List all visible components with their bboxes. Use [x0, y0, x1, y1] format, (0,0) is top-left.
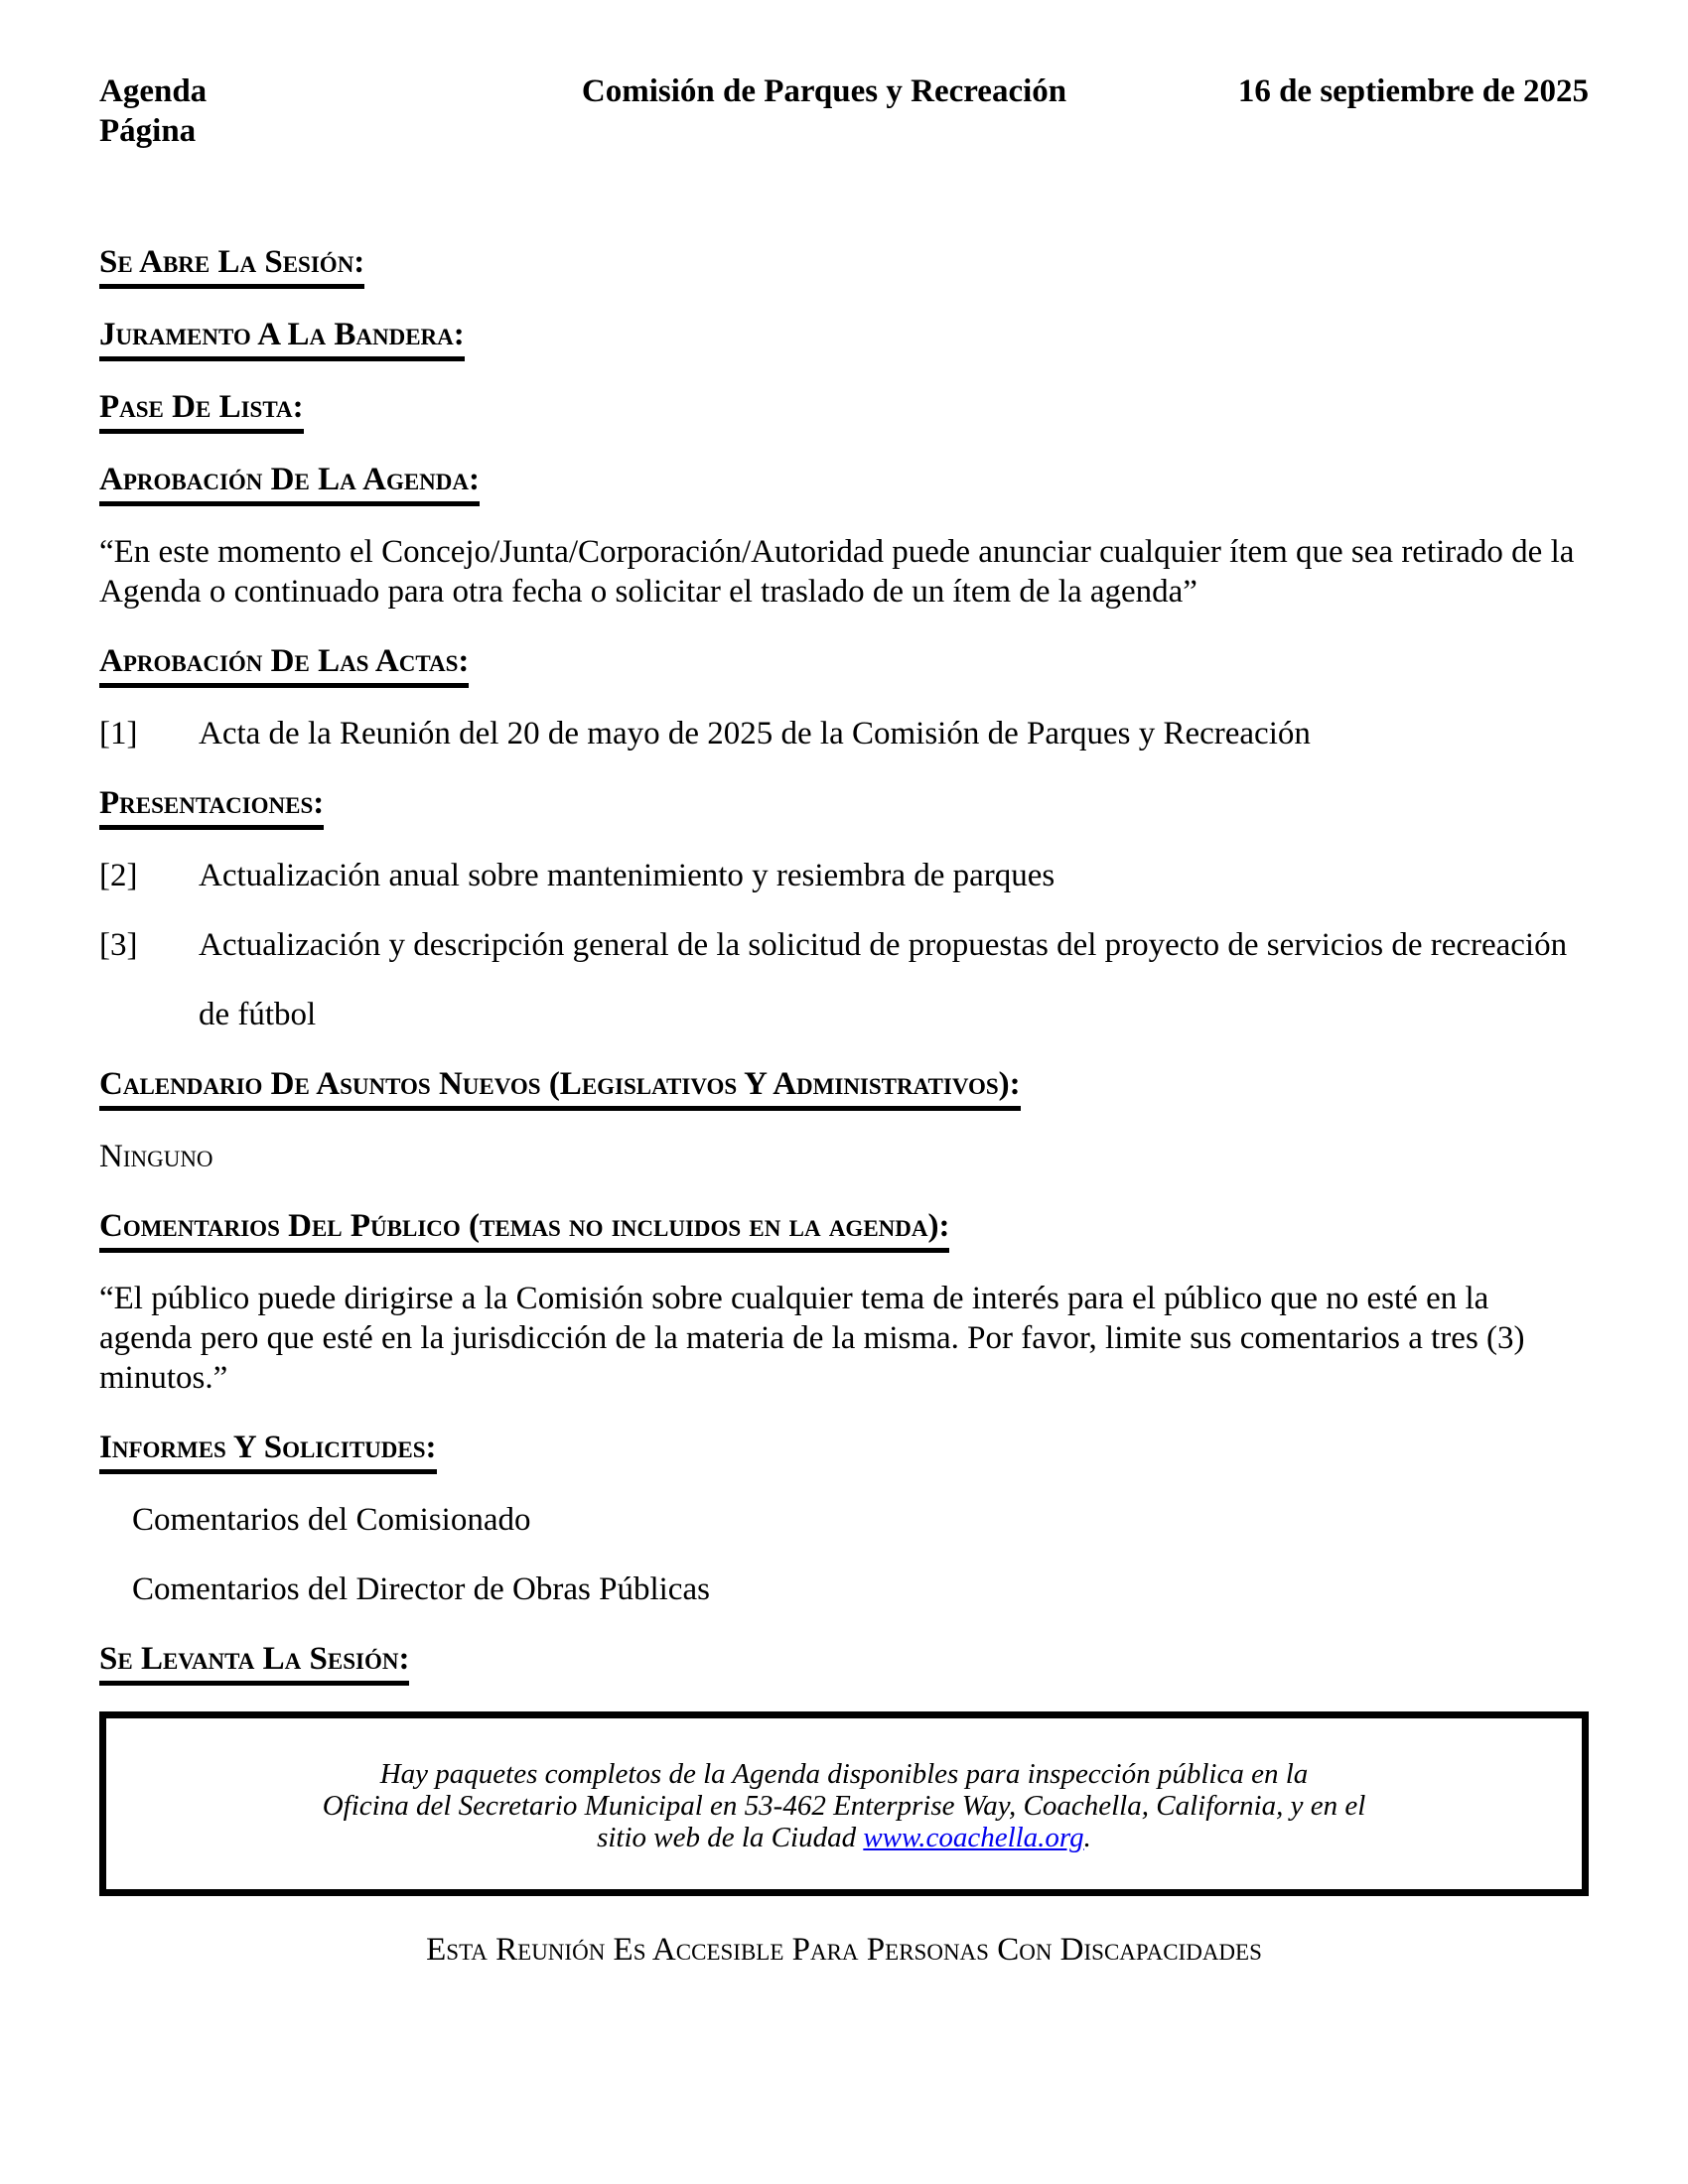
agenda-item-2	[99, 856, 1589, 895]
header-left	[99, 71, 427, 151]
notice-line-1: Hay paquetes completos de la Agenda disponibles para inspección pública en la	[379, 1758, 1309, 1790]
document-header	[99, 71, 1589, 151]
document-title: Comisión de Parques y Recreación	[581, 73, 1067, 109]
item-2-number: [2]	[99, 858, 138, 893]
item-1-number: [1]	[99, 716, 138, 751]
city-website-link[interactable]: www.coachella.org	[863, 1822, 1084, 1853]
item-2-text: Actualización anual sobre mantenimiento y resiembra de parques	[199, 858, 1055, 893]
agenda-availability-notice-box	[99, 1711, 1589, 1896]
heading-adjournment: Se Levanta La Sesión:	[99, 1639, 409, 1686]
heading-new-business-calendar: Calendario De Asuntos Nuevos (Legislativos Y Administrativos):	[99, 1064, 1021, 1111]
heading-roll-call: Pase De Lista:	[99, 387, 304, 434]
notice-line-3-prefix: sitio web de la Ciudad	[597, 1822, 864, 1853]
reports-item-public-works-director-comments: Comentarios del Director de Obras Públicas	[132, 1571, 710, 1607]
agenda-item-1	[99, 714, 1589, 753]
notice-line-3-suffix: .	[1083, 1822, 1091, 1853]
heading-public-comments: Comentarios Del Público (temas no incluidos en la agenda):	[99, 1206, 949, 1253]
heading-agenda-approval: Aprobación De La Agenda:	[99, 460, 480, 506]
item-3-text-line1: Actualización y descripción general de la solicitud de propuestas del proyecto de servicios de recreación	[199, 927, 1568, 963]
heading-call-to-order: Se Abre La Sesión:	[99, 242, 364, 289]
item-3-number: [3]	[99, 927, 138, 963]
new-business-none-label: Ninguno	[99, 1139, 213, 1174]
document-date: 16 de septiembre de 2025	[1237, 73, 1589, 109]
heading-reports-and-requests: Informes Y Solicitudes:	[99, 1428, 437, 1474]
public-comments-note: “El público puede dirigirse a la Comisión sobre cualquier tema de interés para el público que no esté en la agenda pero que esté en la jurisdicción de la materia de la misma. Por favor, limite sus comentarios a tres (3) minutos.”	[99, 1281, 1525, 1396]
agenda-approval-note: “En este momento el Concejo/Junta/Corporación/Autoridad puede anunciar cualquier ítem que sea retirado de la Agenda o continuado para otra fecha o solicitar el traslado de un ítem de la agenda”	[99, 534, 1575, 610]
doc-type-label: Agenda	[99, 73, 208, 109]
agenda-item-3	[99, 925, 1589, 965]
accessibility-statement: Esta Reunión Es Accesible Para Personas Con Discapacidades	[426, 1932, 1262, 1968]
heading-presentations: Presentaciones:	[99, 783, 324, 830]
item-3-text-line2: de fútbol	[199, 997, 317, 1032]
reports-item-commissioner-comments: Comentarios del Comisionado	[132, 1502, 531, 1538]
item-1-text: Acta de la Reunión del 20 de mayo de 2025 de la Comisión de Parques y Recreación	[199, 716, 1311, 751]
notice-line-3	[126, 1822, 1562, 1853]
heading-minutes-approval: Aprobación De Las Actas:	[99, 641, 469, 688]
notice-line-2: Oficina del Secretario Municipal en 53-462 Enterprise Way, Coachella, California, y en el	[322, 1790, 1366, 1822]
page-label: Página	[99, 113, 197, 149]
heading-pledge-of-allegiance: Juramento A La Bandera:	[99, 315, 465, 361]
